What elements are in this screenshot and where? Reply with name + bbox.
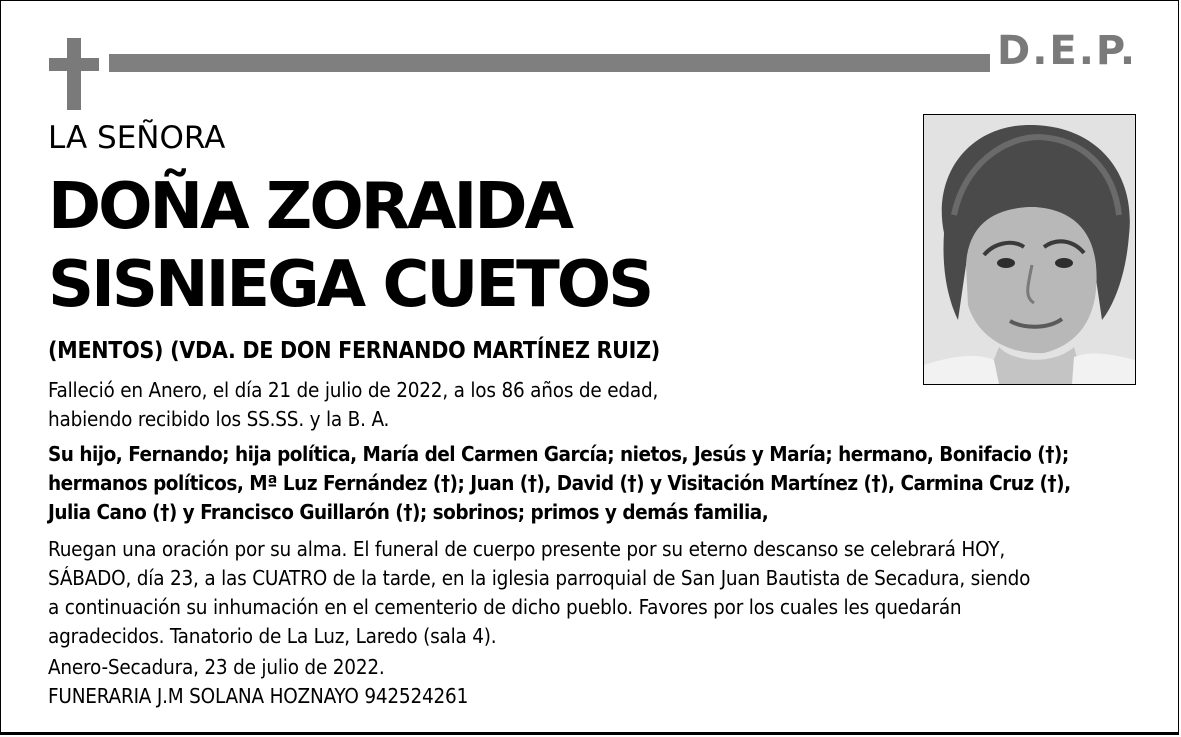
rites-line: agradecidos. Tanatorio de La Luz, Laredo (sala 4). — [48, 624, 497, 648]
death-line: Falleció en Anero, el día 21 de julio de 2022, a los 86 años de edad, — [48, 378, 659, 402]
rites-line: Ruegan una oración por su alma. El funeral de cuerpo presente por su eterno descanso se celebrará HOY, — [48, 537, 1005, 561]
deceased-name-line2: SISNIEGA CUETOS — [48, 248, 652, 322]
place-date: Anero-Secadura, 23 de julio de 2022. — [48, 655, 385, 679]
deceased-aka: (MENTOS) (VDA. DE DON FERNANDO MARTÍNEZ RUIZ) — [48, 338, 660, 364]
dep-title: D.E.P. — [997, 28, 1138, 74]
rites-line: SÁBADO, día 23, a las CUATRO de la tarde, en la iglesia parroquial de San Juan Bautista de Secadura, siendo — [48, 566, 1031, 590]
honorific: LA SEÑORA — [48, 120, 226, 156]
latin-cross-icon — [49, 38, 99, 110]
deceased-name-line1: DOÑA ZORAIDA — [48, 170, 571, 244]
death-statement — [48, 376, 1148, 434]
closing — [48, 653, 1148, 711]
portrait-photo — [923, 114, 1136, 385]
funeral-rites — [48, 535, 1148, 651]
family-list — [48, 440, 1148, 527]
family-line: Julia Cano (†) y Francisco Guillarón (†); sobrinos; primos y demás familia, — [48, 500, 769, 524]
family-line: hermanos políticos, Mª Luz Fernández (†); Juan (†), David (†) y Visitación Martínez (†), Carmina Cruz (†), — [48, 471, 1071, 495]
rites-line: a continuación su inhumación en el cementerio de dicho pueblo. Favores por los cuales les quedarán — [48, 595, 962, 619]
header-rule — [110, 55, 989, 71]
death-line: habiendo recibido los SS.SS. y la B. A. — [48, 407, 390, 431]
family-line: Su hijo, Fernando; hija política, María del Carmen García; nietos, Jesús y María; hermano, Bonifacio (†); — [48, 442, 1069, 466]
funeral-home: FUNERARIA J.M SOLANA HOZNAYO 942524261 — [48, 684, 469, 708]
